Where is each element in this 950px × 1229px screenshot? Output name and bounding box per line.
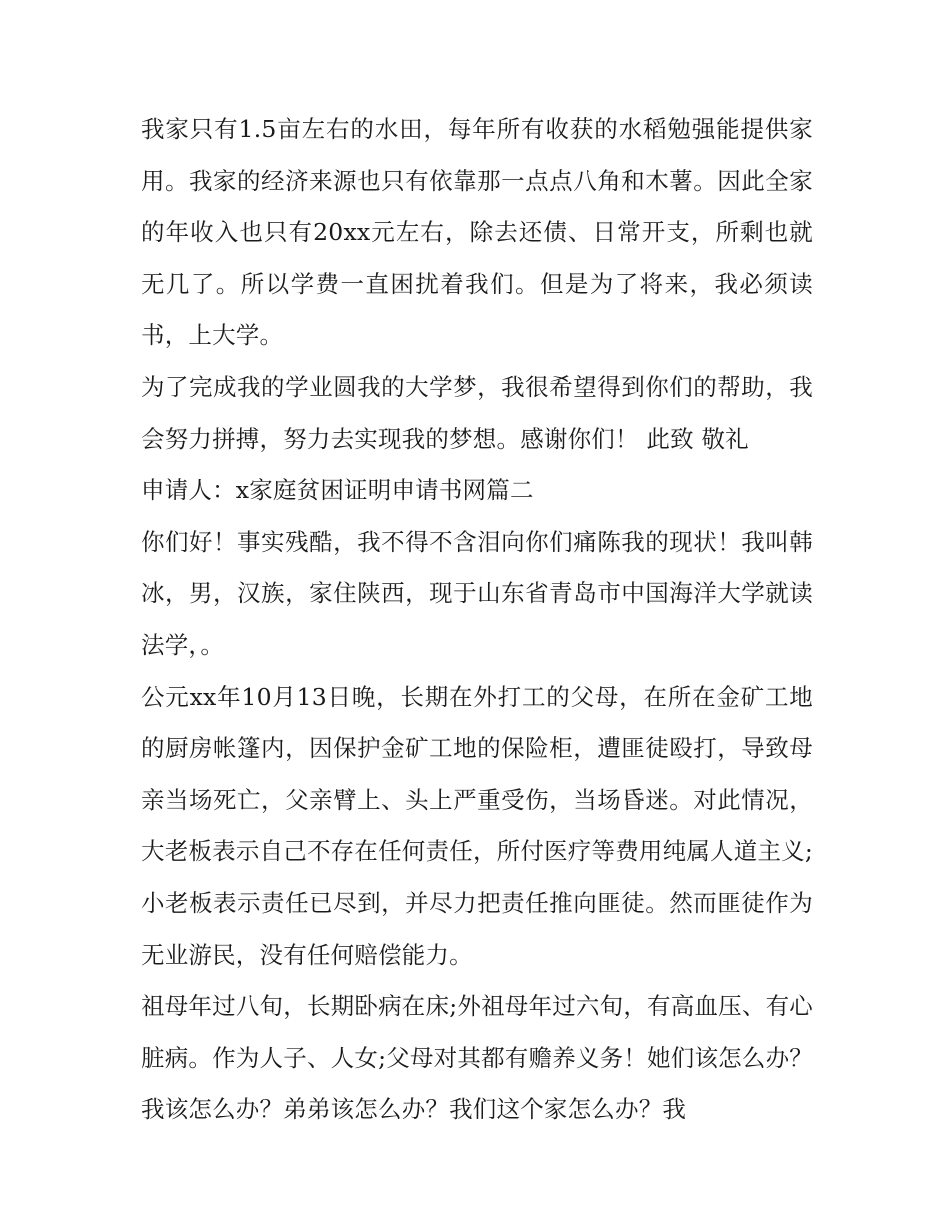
paragraph-grandparents: 祖母年过八旬，长期卧病在床;外祖母年过六旬，有高血压、有心脏病。作为人子、人女;父母对其都有赡养义务！她们该怎么办？我该怎么办？弟弟该怎么办？我们这个家怎么办？我 (141, 992, 813, 1124)
paragraph-request-help: 为了完成我的学业圆我的大学梦，我很希望得到你们的帮助，我会努力拼搏，努力去实现我的梦想。感谢你们！ 此致 敬礼 (141, 372, 813, 453)
document-body (141, 104, 813, 1136)
paragraph-incident: 公元xx年10月13日晚，长期在外打工的父母，在所在金矿工地的厨房帐篷内，因保护金矿工地的保险柜，遭匪徒殴打，导致母亲当场死亡，父亲臂上、头上严重受伤，当场昏迷。对此情况，大老板表示自己不存在任何责任，所付医疗等费用纯属人道主义;小老板表示责任已尽到，并尽力把责任推向匪徒。然而匪徒作为无业游民，没有任何赔偿能力。 (141, 682, 813, 969)
paragraph-greeting: 你们好！事实残酷，我不得不含泪向你们痛陈我的现状！我叫韩冰，男，汉族，家住陕西，现于山东省青岛市中国海洋大学就读法学，。 (141, 527, 813, 659)
paragraph-family-income: 我家只有1.5亩左右的水田，每年所有收获的水稻勉强能提供家用。我家的经济来源也只有依靠那一点点八角和木薯。因此全家的年收入也只有20xx元左右，除去还债、日常开支，所剩也就无几了。所以学费一直困扰着我们。但是为了将来，我必须读书，上大学。 (141, 115, 813, 350)
paragraph-applicant: 申请人：x家庭贫困证明申请书网篇二 (141, 476, 534, 505)
